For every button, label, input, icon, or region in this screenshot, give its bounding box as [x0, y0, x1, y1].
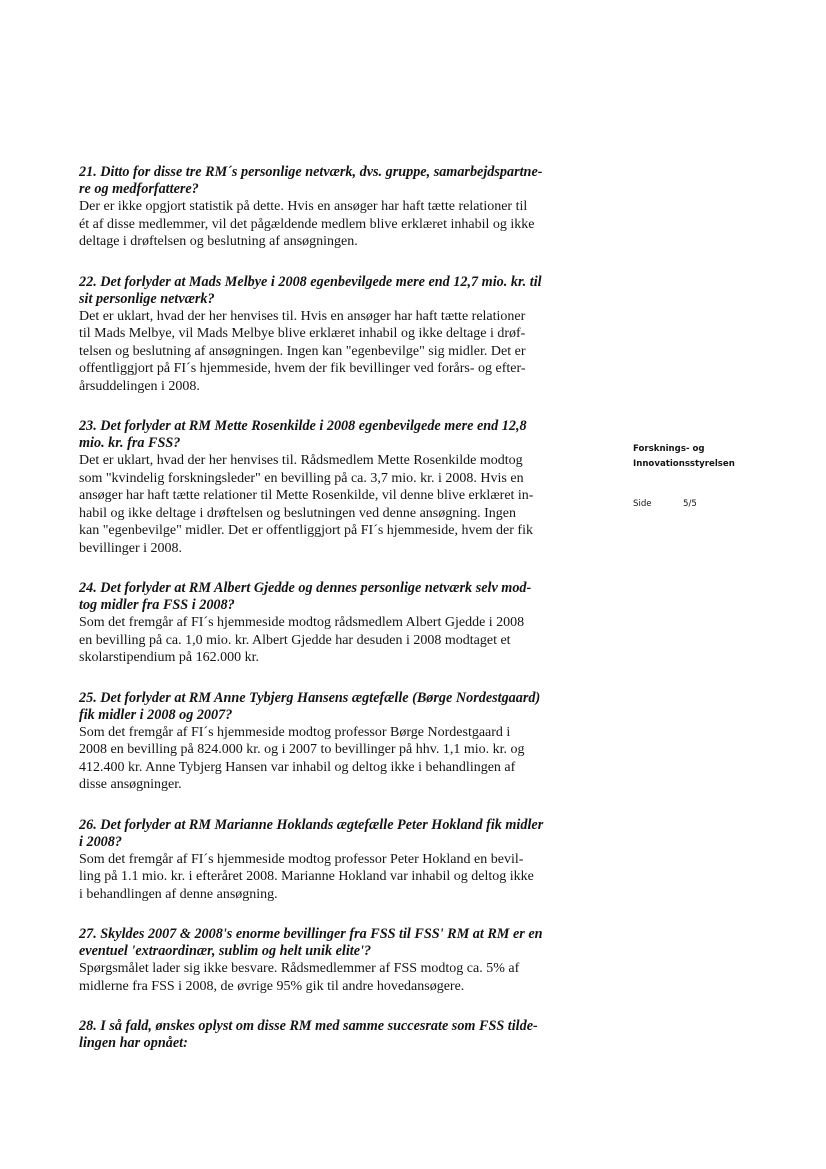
org-name-line1: Forsknings- og: [633, 444, 705, 454]
qa-item-28: [79, 1018, 599, 1052]
answer-26: Som det fremgår af FI´s hjemmeside modtog professor Peter Hokland en bevil- ling på 1.1 mio. kr. i efteråret 2008. Marianne Hokland var inhabil og deltog ikke i behandlingen af denne ansøgning.: [79, 851, 534, 902]
question-27: 27. Skyldes 2007 & 2008's enorme bevillinger fra FSS til FSS' RM at RM er en eventuel 'extraordinær, sublim og helt unik elite'?: [79, 926, 543, 959]
page-label: Side: [633, 499, 652, 509]
question-23: 23. Det forlyder at RM Mette Rosenkilde i 2008 egenbevilgede mere end 12,8 mio. kr. fra FSS?: [79, 418, 527, 451]
qa-item-26: [79, 817, 599, 904]
question-25: 25. Det forlyder at RM Anne Tybjerg Hansens ægtefælle (Børge Nordestgaard) fik midler i 2008 og 2007?: [79, 689, 541, 723]
answer-23: Det er uklart, hvad der her henvises til. Rådsmedlem Mette Rosenkilde modtog som "kvindelig forskningsleder" en bevilling på ca. 3,7 mio. kr. i 2008. Hvis en ansøger har haft tætte relationer til Mette Rosenkilde, vil denne blive erklæret in- habil og ikke deltage i drøftelsen og beslutningen ved denne ansøgning. Ingen kan "egenbevilge" midler. Det er offentliggjort på FI´s hjemmeside, hvem der fik bevillinger i 2008.: [79, 453, 534, 556]
answer-21: Der er ikke opgjort statistik på dette. Hvis en ansøger har haft tætte relationer til ét af disse medlemmer, vil det pågældende medlem blive erklæret inhabil og ikke deltage i drøftelsen og beslutning af ansøgningen.: [79, 199, 535, 249]
question-22: 22. Det forlyder at Mads Melbye i 2008 egenbevilgede mere end 12,7 mio. kr. til sit personlige netværk?: [79, 273, 542, 307]
org-name-line2: Innovationsstyrelsen: [633, 459, 735, 469]
qa-item-21: [79, 164, 599, 251]
answer-24: Som det fremgår af FI´s hjemmeside modtog rådsmedlem Albert Gjedde i 2008 en bevilling på ca. 1,0 mio. kr. Albert Gjedde har desuden i 2008 modtaget et skolarstipendium på 162.000 kr.: [79, 615, 525, 665]
qa-item-24: [79, 580, 599, 667]
question-28: 28. I så fald, ønskes oplyst om disse RM med samme succesrate som FSS tilde- lingen har opnået:: [79, 1018, 538, 1051]
question-26: 26. Det forlyder at RM Marianne Hoklands ægtefælle Peter Hokland fik midler i 2008?: [79, 816, 544, 850]
qa-item-23: [79, 418, 599, 557]
document-body: [79, 164, 599, 1075]
question-24: 24. Det forlyder at RM Albert Gjedde og dennes personlige netværk selv mod- tog midler fra FSS i 2008?: [79, 580, 532, 613]
qa-item-27: [79, 926, 599, 995]
page-number: [633, 497, 793, 512]
qa-item-25: [79, 690, 599, 794]
letterhead-sidebar: [633, 442, 793, 512]
answer-25: Som det fremgår af FI´s hjemmeside modtog professor Børge Nordestgaard i 2008 en bevilling på 824.000 kr. og i 2007 to bevillinger på hhv. 1,1 mio. kr. og 412.400 kr. Anne Tybjerg Hansen var inhabil og deltog ikke i behandlingen af disse ansøgninger.: [79, 724, 525, 792]
qa-item-22: [79, 274, 599, 396]
answer-27: Spørgsmålet lader sig ikke besvare. Rådsmedlemmer af FSS modtog ca. 5% af midlerne fra FSS i 2008, de øvrige 95% gik til andre hovedansøgere.: [79, 961, 520, 994]
page-value: 5/5: [683, 499, 697, 509]
question-21: 21. Ditto for disse tre RM´s personlige netværk, dvs. gruppe, samarbejdspartne- re og medforfattere?: [79, 164, 543, 197]
answer-22: Det er uklart, hvad der her henvises til. Hvis en ansøger har haft tætte relationer til Mads Melbye, vil Mads Melbye blive erklæret inhabil og ikke deltage i drøf- telsen og beslutning af ansøgningen. Ingen kan "egenbevilge" sig midler. Det er offentliggjort på FI´s hjemmeside, hvem der fik bevillinger ved forårs- og efter- årsuddelingen i 2008.: [79, 308, 526, 394]
